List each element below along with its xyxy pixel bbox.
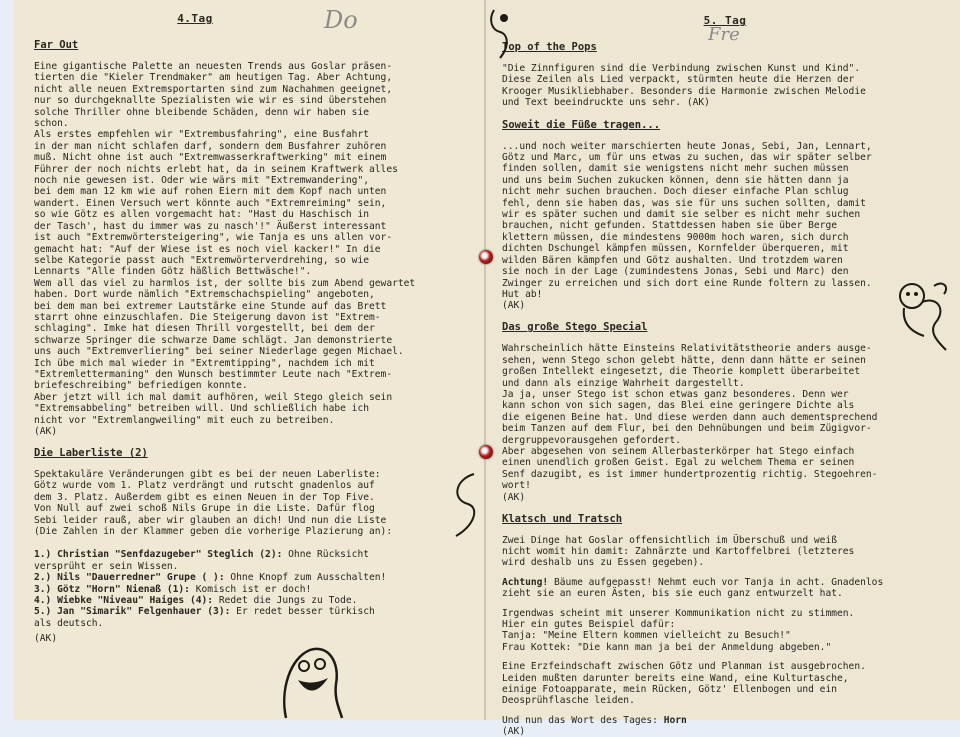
klatsch-text-2: Irgendwas scheint mit unserer Kommunikation nicht zu stimmen. Hier ein gutes Beispiel dafür: Tanja: "Meine Eltern kommen vielleicht zu Besuch!" Frau Kottek: "Die kann man ja bei der Anmeldung abgeben."	[502, 607, 855, 653]
laberliste-ranking	[34, 549, 476, 629]
ranking-row: 1.) Christian "Senfdazugeber" Steglich (2): Ohne Rücksicht versprüht er sein Wissen.	[34, 549, 370, 572]
section-title-top-of-the-pops: Top of the Pops	[502, 41, 597, 53]
far-out-paragraph-1: Eine gigantische Palette an neuesten Trends aus Goslar präsen- tierten die "Kieler Trendmaker" am heutigen Tag. Aber Achtung, nicht alle neuen Extremsportarten sind zum Nachahmen geeignet, nur so durchgeknallte Spezialisten wie wir es sind überstehen solche Thriller ohne bleibende Schäden, denn wir haben sie schon.	[34, 61, 393, 130]
day-heading-left: 4.Tag	[177, 12, 213, 25]
laberliste-signature: (AK)	[34, 633, 58, 645]
fuesse-text: ...und noch weiter marschierten heute Jonas, Sebi, Jan, Lennart, Götz und Marc, um für uns etwas zu suchen, das wir später selber finden sollen, damit sie wenigstens nicht mehr suchen müssen und uns beim Suchen zukucken können, denn sie hätten dann ja nicht mehr suchen brauchen. Doch dieser einfache Plan schlug fehl, denn sie haben das, was sie für uns suchen sollten, damit wir es später suchen und damit sie selber es nicht mehr suchen brauchen, nicht gefunden. Stattdessen haben sie über Berge klettern müssen, die mindestens 9000m hoch waren, sich durch dichten Dschungel kämpfen müssen, Kornfelder überqueren, mit wilden Bären kämpfen und Götz aushalten. Und trotzdem waren sie noch in der Lage (zumindestens Jonas, Sebi und Marc) den Zwinger zu erreichen und sich dort eine Runde foltern zu lassen. Hut ab!	[502, 140, 872, 300]
handwritten-note-left: Do	[324, 6, 358, 34]
klatsch-text-1: Zwei Dinge hat Goslar offensichtlich im Überschuß und weiß nicht womit hin damit: Zahnärzte und Kartoffelbrei (letzteres wird deshalb uns zu Essen gegeben).	[502, 534, 855, 569]
ranking-row: 3.) Götz "Horn" Nienaß (1): Komisch ist er doch!	[34, 583, 312, 595]
ranking-row: 2.) Nils "Dauerredner" Grupe ( ): Ohne Knopf zum Ausschalten!	[34, 572, 387, 584]
curl-doodle-icon	[444, 470, 484, 540]
creature-doodle-icon	[894, 276, 954, 356]
top-of-the-pops-text: "Die Zinnfiguren sind die Verbindung zwischen Kunst und Kind". Diese Zeilen als Lied verpackt, stürmten heute die Herzen der Krooger Musikliebhaber. Besonders die Harmonie zwischen Melodie und Text beeindruckte uns sehr. (AK)	[502, 63, 866, 109]
ranking-row: 4.) Wiebke "Niveau" Haiges (4): Redet die Jungs zu Tode.	[34, 595, 358, 607]
section-title-laberliste: Die Laberliste (2)	[34, 447, 148, 459]
left-page	[14, 0, 486, 720]
klatsch-text-3: Eine Erzfeindschaft zwischen Götz und Planman ist ausgebrochen. Leiden mußten darunter bereits eine Wand, eine Kulturtasche, einige Fotoapparate, mein Rücken, Götz' Ellenbogen und ein Deosprühflasche leiden.	[502, 661, 866, 707]
section-title-klatsch: Klatsch und Tratsch	[502, 512, 623, 525]
word-of-day: Und nun das Wort des Tages: Horn	[502, 714, 687, 726]
section-title-far-out: Far Out	[34, 39, 79, 51]
binder-hole-bottom	[479, 445, 493, 459]
far-out-paragraph-2: Als erstes empfehlen wir "Extrembusfahring", eine Busfahrt in der man nicht schlafen darf, sondern dem Busfahrer zuhören muß. Nicht ohne ist auch "Extremwasserkraftwerking" mit einem Führer der noch nichts erlebt hat, da in seinem Kraftwerk alles noch nie gewesen ist. Oder wie wärs mit "Extremwandering", bei dem man 12 km wie auf rohen Eiern mit dem Kopf nach unten wandert. Einen Versuch wert könnte auch "Extremreiming" sein, so wie Götz es allen vorgemacht hat: "Hast du Haschisch in der Tasch', hast du immer was zu nasch'!" Äußerst interessant ist auch "Extremwörtersteigering", wie Tanja es uns allen vor- gemacht hat: "Auf der Wiese ist es noch viel kacker!" In die selbe Kategorie passt auch "Extremwörterverdrehing, so wie Lennarts "Alle finden Götz häßlich Bettwäsche!". Wem all das viel zu harmlos ist, der sollte bis zum Abend gewartet haben. Dort wurde nämlich "Extremschachspieling" angeboten, bei dem man bei extremer Lautstärke eine Stunde auf das Brett starrt ohne einzuschlafen. Die Steigerung davon ist "Extrem- schlaging". Imke hat diesen Thrill vorgestellt, bei dem der schwarze Springer die schwarze Dame schlägt. Jan demonstrierte uns auch "Extremverliering" bei seiner Niederlage gegen Michael. Ich übe mich mal wieder in "Extremtipping", nachdem ich mit "Extremlettermaning" den Wunsch bestimmter Leute nach "Extrem- briefeschreibing" befriedigen konnte. Aber jetzt will ich mal damit aufhören, weil Stego gleich sein "Extremsabbeling" betreiben will. Und schließlich habe ich nicht vor "Extremlangweiling" mit euch zu betreiben.	[34, 129, 416, 426]
right-page	[486, 0, 960, 737]
stego-signature: (AK)	[502, 491, 526, 503]
day-heading-right: 5. Tag	[703, 14, 747, 27]
far-out-signature: (AK)	[34, 426, 58, 437]
klatsch-warning: Achtung! Bäume aufgepasst! Nehmt euch vor Tanja in acht. Gnadenlos zieht sie an euren Ästen, bis sie euch ganz entwurzelt hat.	[502, 576, 884, 600]
ranking-row: 5.) Jan "Simarik" Felgenhauer (3): Er redet besser türkisch als deutsch.	[34, 606, 375, 629]
ghost-doodle-icon	[276, 640, 346, 720]
handwritten-note-right: Fre	[708, 24, 740, 45]
section-title-stego: Das große Stego Special	[502, 321, 648, 334]
character-doodle-icon	[486, 6, 516, 62]
binder-hole-top	[479, 250, 493, 264]
laberliste-intro: Spektakuläre Veränderungen gibt es bei der neuen Laberliste: Götz wurde vom 1. Platz verdrängt und rutscht gnadenlos auf dem 3. Platz. Außerdem gibt es einen Neuen in der Top Five. Von Null auf zwei schoß Nils Grupe in die Liste. Dafür flog Sebi leider rauß, aber wir glauben an dich! Und nun die Liste (Die Zahlen in der Klammer geben die vorherige Plazierung an):	[34, 469, 393, 538]
fuesse-signature: (AK)	[502, 300, 526, 312]
klatsch-signature: (AK)	[502, 726, 526, 737]
section-title-fuesse: Soweit die Füße tragen...	[502, 118, 661, 131]
stego-text: Wahrscheinlich hätte Einsteins Relativitätstheorie anders ausge- sehen, wenn Stego schon gelebt hätte, denn dann hätte er seinen großen Intellekt eingesetzt, die Theorie komplett überarbeitet und dann als einzige Wahrheit dargestellt. Ja ja, unser Stego ist schon etwas ganz besonderes. Denn wer kann schon von sich sagen, das Blei eine geringere Dichte als die eigenen Beine hat. Und diese werden dann auch dementsprechend beim Tanzen auf dem Flur, bei den Dehnübungen und beim Zügigvor- dergruppevorausgehen gefordert. Aber abgesehen von seinem Allerbasterkörper hat Stego einfach einen unendlich großen Geist. Egal zu welchem Thema er seinen Senf dazugibt, es ist immer hundertprozentig richtig. Stegoehren- wort!	[502, 343, 878, 492]
